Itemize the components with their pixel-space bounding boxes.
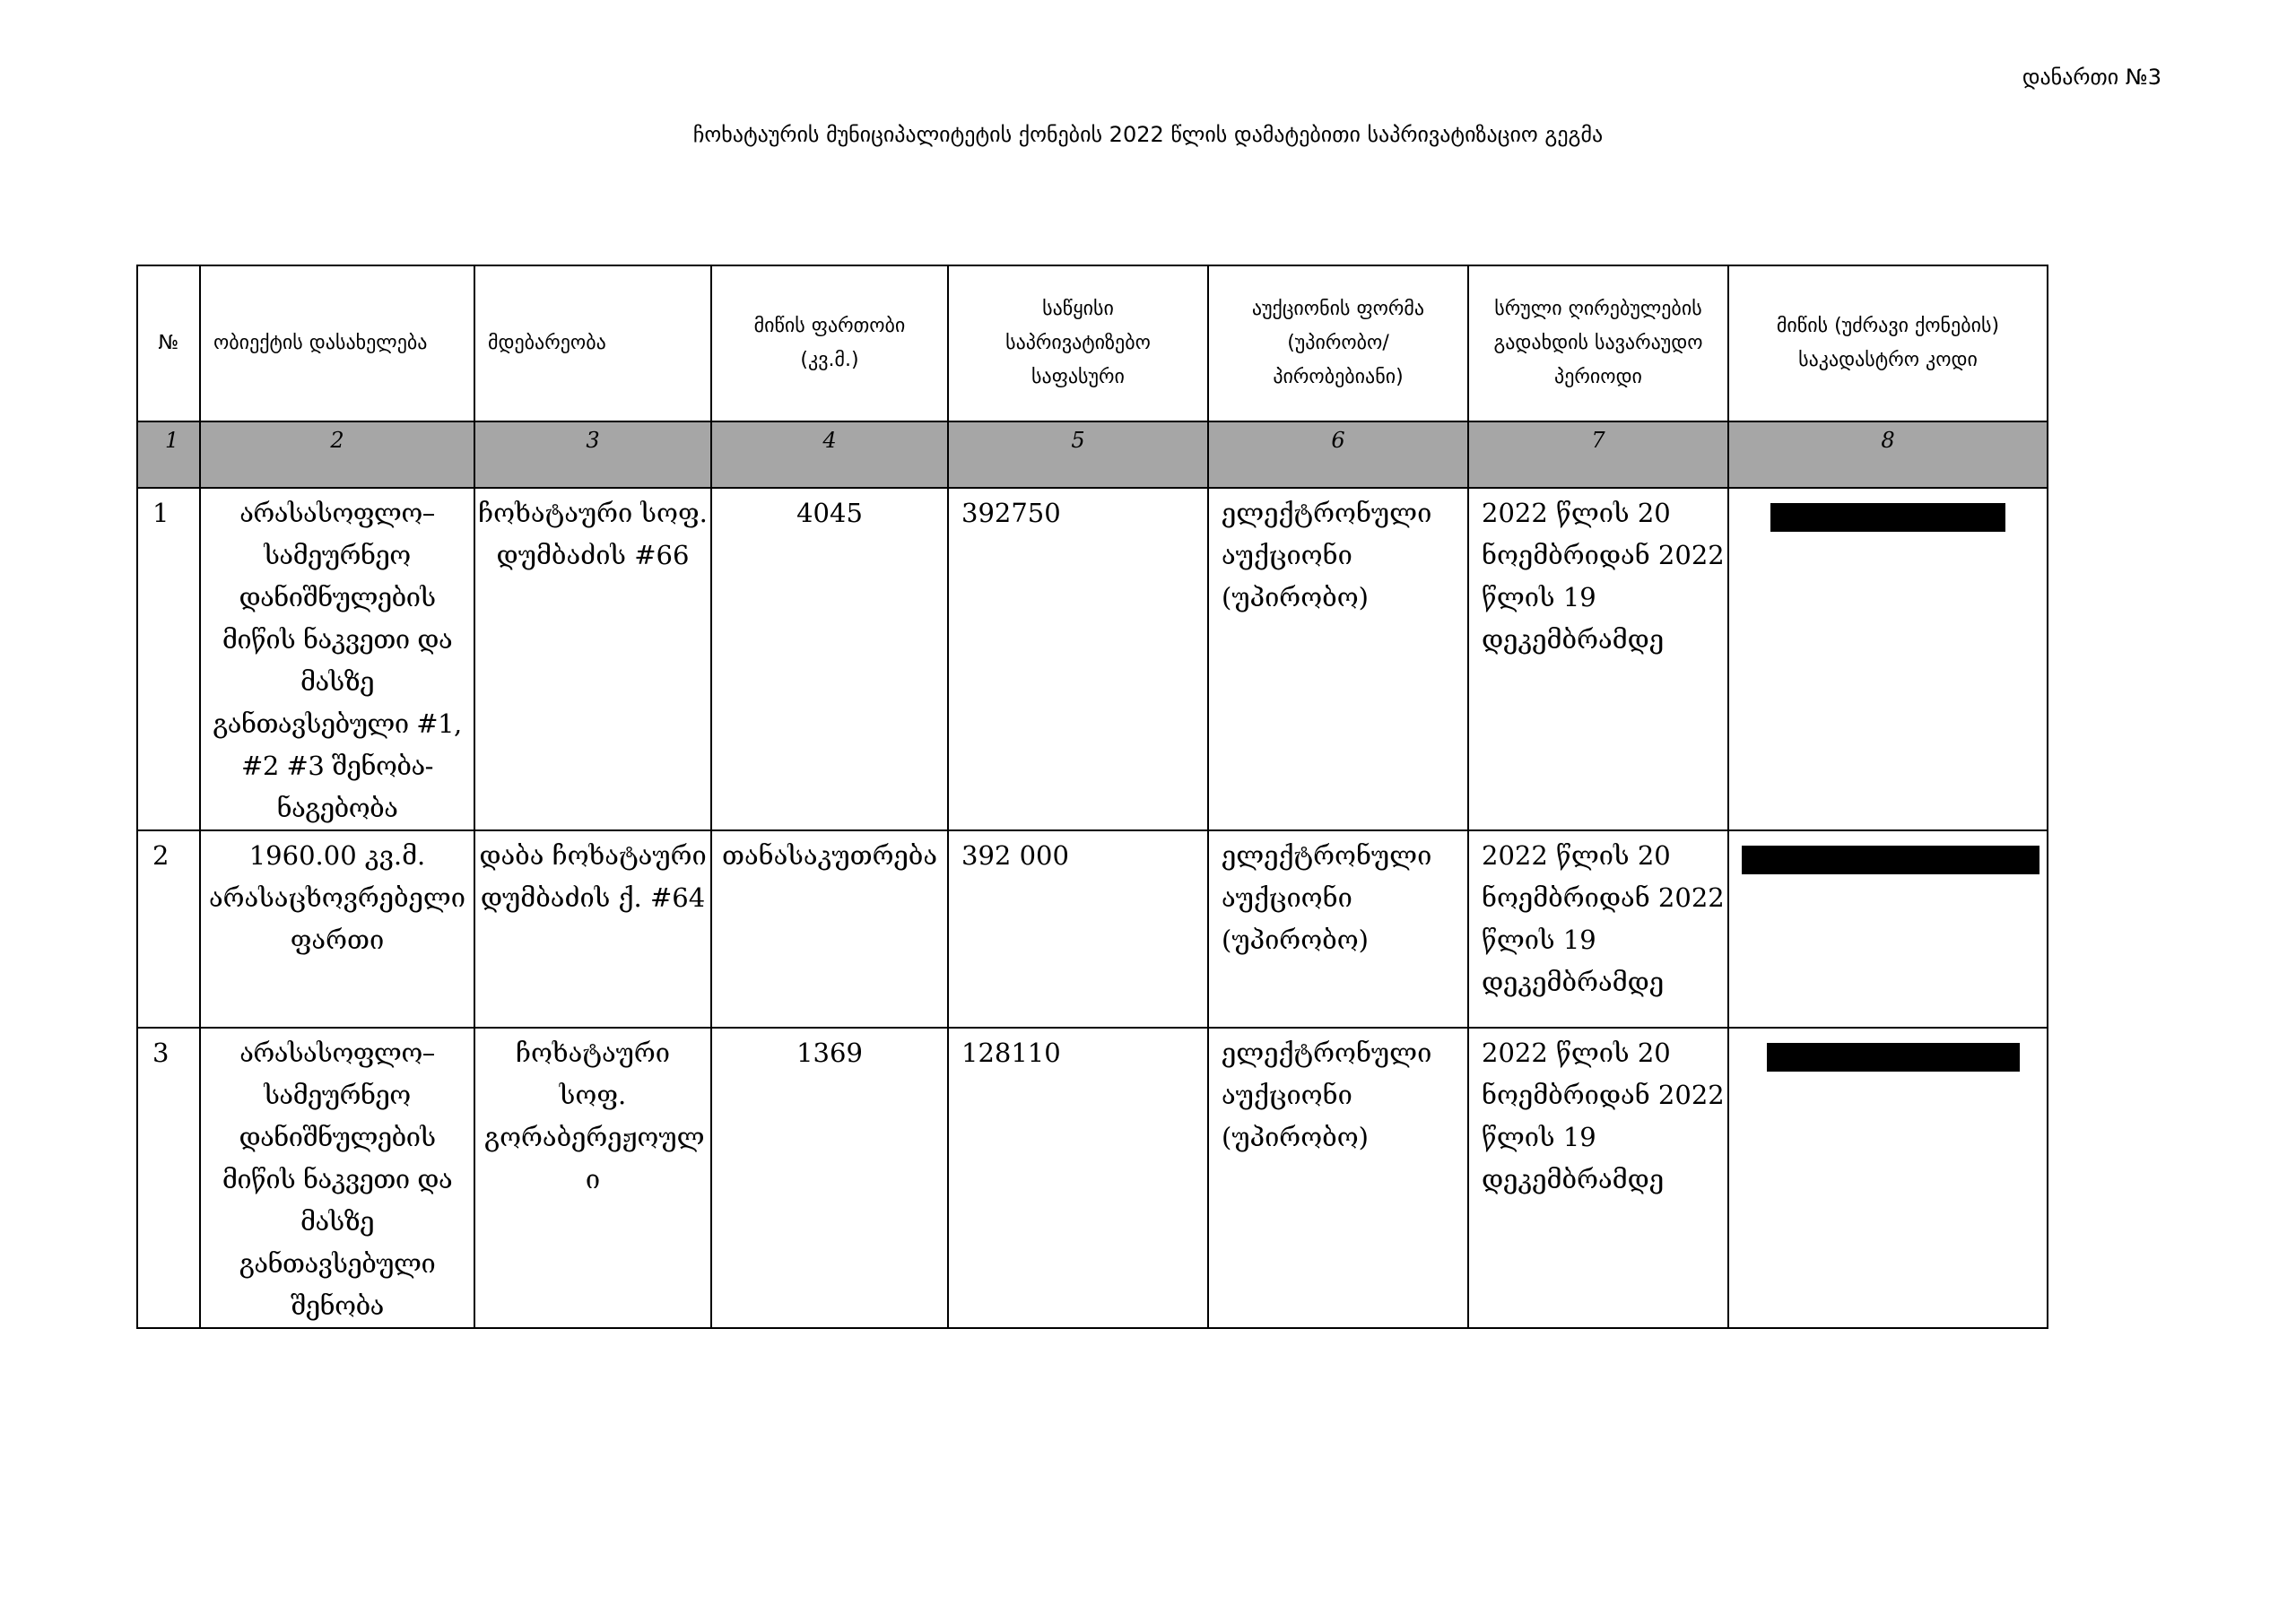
document-title: ჩოხატაურის მუნიციპალიტეტის ქონების 2022 წლის დამატებითი საპრივატიზაციო გეგმა [692,122,1604,147]
header-name: ობიექტის დასახელება [200,265,474,421]
annex-label: დანართი №3 [2022,65,2161,90]
row-cadastral [1728,1028,2048,1328]
row-location: ჩოხატაური სოფ. გორაბერეჟოულ ი [474,1028,711,1328]
row-area: თანასაკუთრება [711,830,948,1028]
header-price: საწყისი საპრივატიზებო საფასური [948,265,1208,421]
row-auction: ელექტრონული აუქციონი (უპირობო) [1208,488,1468,830]
header-row [137,265,2048,421]
column-number: 3 [474,421,711,488]
row-name: არასასოფლო– სამეურნეო დანიშნულების მიწის ნაკვეთი და მასზე განთავსებული შენობა [200,1028,474,1328]
table-row [137,1028,2048,1328]
table-row [137,488,2048,830]
row-cadastral [1728,830,2048,1028]
row-area: 4045 [711,488,948,830]
row-num: 3 [137,1028,200,1328]
column-number: 8 [1728,421,2048,488]
column-number: 6 [1208,421,1468,488]
row-location: ჩოხატაური სოფ. დუმბაძის #66 [474,488,711,830]
privatization-table [136,265,2048,1329]
redaction-bar [1767,1043,2020,1072]
row-auction: ელექტრონული აუქციონი (უპირობო) [1208,1028,1468,1328]
column-number: 4 [711,421,948,488]
column-number: 7 [1468,421,1728,488]
row-period: 2022 წლის 20 ნოემბრიდან 2022 წლის 19 დეკემბრამდე [1468,830,1728,1028]
header-auction: აუქციონის ფორმა (უპირობო/ პირობებიანი) [1208,265,1468,421]
row-num: 1 [137,488,200,830]
row-area: 1369 [711,1028,948,1328]
column-number-row [137,421,2048,488]
table-row [137,830,2048,1028]
redaction-bar [1742,846,2039,874]
row-price: 392750 [948,488,1208,830]
column-number: 5 [948,421,1208,488]
row-name: არასასოფლო– სამეურნეო დანიშნულების მიწის ნაკვეთი და მასზე განთავსებული #1, #2 #3 შენობა-ნაგებობა [200,488,474,830]
row-auction: ელექტრონული აუქციონი (უპირობო) [1208,830,1468,1028]
redaction-bar [1770,503,2005,532]
header-period: სრული ღირებულების გადახდის სავარაუდო პერიოდი [1468,265,1728,421]
row-price: 128110 [948,1028,1208,1328]
row-name: 1960.00 კვ.მ. არასაცხოვრებელი ფართი [200,830,474,1028]
header-num: № [137,265,200,421]
row-location: დაბა ჩოხატაური დუმბაძის ქ. #64 [474,830,711,1028]
header-area: მიწის ფართობი (კვ.მ.) [711,265,948,421]
row-period: 2022 წლის 20 ნოემბრიდან 2022 წლის 19 დეკემბრამდე [1468,1028,1728,1328]
column-number: 1 [137,421,200,488]
row-cadastral [1728,488,2048,830]
header-location: მდებარეობა [474,265,711,421]
header-cadastral: მიწის (უძრავი ქონების) საკადასტრო კოდი [1728,265,2048,421]
row-period: 2022 წლის 20 ნოემბრიდან 2022 წლის 19 დეკემბრამდე [1468,488,1728,830]
column-number: 2 [200,421,474,488]
row-num: 2 [137,830,200,1028]
row-price: 392 000 [948,830,1208,1028]
